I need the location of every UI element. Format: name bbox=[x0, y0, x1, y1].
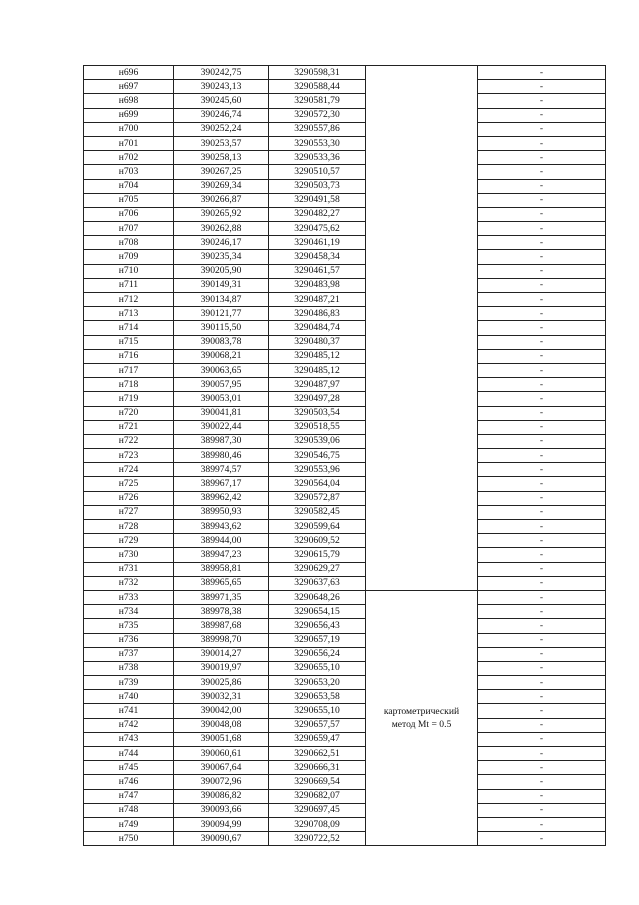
note-cell: - bbox=[478, 676, 606, 690]
y-coordinate-cell: 3290557,86 bbox=[269, 122, 366, 136]
point-id-cell: н724 bbox=[84, 463, 174, 477]
x-coordinate-cell: 390051,68 bbox=[174, 732, 269, 746]
note-cell: - bbox=[478, 349, 606, 363]
y-coordinate-cell: 3290483,98 bbox=[269, 278, 366, 292]
point-id-cell: н709 bbox=[84, 250, 174, 264]
y-coordinate-cell: 3290662,51 bbox=[269, 747, 366, 761]
x-coordinate-cell: 389962,42 bbox=[174, 491, 269, 505]
point-id-cell: н713 bbox=[84, 307, 174, 321]
y-coordinate-cell: 3290539,06 bbox=[269, 434, 366, 448]
table-row bbox=[84, 449, 606, 463]
table-row bbox=[84, 590, 606, 604]
point-id-cell: н728 bbox=[84, 520, 174, 534]
note-cell: - bbox=[478, 576, 606, 590]
table-row bbox=[84, 207, 606, 221]
table-row bbox=[84, 293, 606, 307]
note-cell: - bbox=[478, 817, 606, 831]
y-coordinate-cell: 3290655,10 bbox=[269, 661, 366, 675]
y-coordinate-cell: 3290485,12 bbox=[269, 363, 366, 377]
point-id-cell: н740 bbox=[84, 690, 174, 704]
note-cell: - bbox=[478, 562, 606, 576]
y-coordinate-cell: 3290648,26 bbox=[269, 590, 366, 604]
y-coordinate-cell: 3290480,37 bbox=[269, 335, 366, 349]
table-row bbox=[84, 179, 606, 193]
note-cell: - bbox=[478, 193, 606, 207]
table-row bbox=[84, 434, 606, 448]
point-id-cell: н716 bbox=[84, 349, 174, 363]
table-row bbox=[84, 817, 606, 831]
note-cell: - bbox=[478, 80, 606, 94]
x-coordinate-cell: 390253,57 bbox=[174, 136, 269, 150]
y-coordinate-cell: 3290659,47 bbox=[269, 732, 366, 746]
note-cell: - bbox=[478, 605, 606, 619]
table-row bbox=[84, 803, 606, 817]
point-id-cell: н712 bbox=[84, 293, 174, 307]
note-cell: - bbox=[478, 307, 606, 321]
point-id-cell: н714 bbox=[84, 321, 174, 335]
table-row bbox=[84, 676, 606, 690]
x-coordinate-cell: 390086,82 bbox=[174, 789, 269, 803]
x-coordinate-cell: 389958,81 bbox=[174, 562, 269, 576]
y-coordinate-cell: 3290572,30 bbox=[269, 108, 366, 122]
x-coordinate-cell: 389967,17 bbox=[174, 477, 269, 491]
table-row bbox=[84, 378, 606, 392]
x-coordinate-cell: 390235,34 bbox=[174, 250, 269, 264]
y-coordinate-cell: 3290572,87 bbox=[269, 491, 366, 505]
point-id-cell: н726 bbox=[84, 491, 174, 505]
table-row bbox=[84, 548, 606, 562]
y-coordinate-cell: 3290656,24 bbox=[269, 647, 366, 661]
y-coordinate-cell: 3290657,57 bbox=[269, 718, 366, 732]
table-row bbox=[84, 307, 606, 321]
x-coordinate-cell: 390134,87 bbox=[174, 293, 269, 307]
note-cell: - bbox=[478, 250, 606, 264]
point-id-cell: н742 bbox=[84, 718, 174, 732]
point-id-cell: н702 bbox=[84, 151, 174, 165]
table-row bbox=[84, 747, 606, 761]
x-coordinate-cell: 390149,31 bbox=[174, 278, 269, 292]
x-coordinate-cell: 390246,74 bbox=[174, 108, 269, 122]
y-coordinate-cell: 3290553,30 bbox=[269, 136, 366, 150]
y-coordinate-cell: 3290615,79 bbox=[269, 548, 366, 562]
note-cell: - bbox=[478, 420, 606, 434]
note-cell: - bbox=[478, 293, 606, 307]
x-coordinate-cell: 390022,44 bbox=[174, 420, 269, 434]
y-coordinate-cell: 3290588,44 bbox=[269, 80, 366, 94]
table-row bbox=[84, 363, 606, 377]
x-coordinate-cell: 390067,64 bbox=[174, 761, 269, 775]
table-row bbox=[84, 619, 606, 633]
x-coordinate-cell: 390267,25 bbox=[174, 165, 269, 179]
point-id-cell: н748 bbox=[84, 803, 174, 817]
table-row bbox=[84, 321, 606, 335]
table-row bbox=[84, 534, 606, 548]
point-id-cell: н730 bbox=[84, 548, 174, 562]
table-row bbox=[84, 108, 606, 122]
x-coordinate-cell: 389974,57 bbox=[174, 463, 269, 477]
x-coordinate-cell: 390093,66 bbox=[174, 803, 269, 817]
y-coordinate-cell: 3290533,36 bbox=[269, 151, 366, 165]
y-coordinate-cell: 3290598,31 bbox=[269, 66, 366, 80]
y-coordinate-cell: 3290656,43 bbox=[269, 619, 366, 633]
table-row bbox=[84, 633, 606, 647]
note-cell: - bbox=[478, 647, 606, 661]
table-row bbox=[84, 165, 606, 179]
note-cell: - bbox=[478, 321, 606, 335]
point-id-cell: н727 bbox=[84, 505, 174, 519]
table-row bbox=[84, 463, 606, 477]
y-coordinate-cell: 3290491,58 bbox=[269, 193, 366, 207]
point-id-cell: н749 bbox=[84, 817, 174, 831]
table-row bbox=[84, 562, 606, 576]
x-coordinate-cell: 390014,27 bbox=[174, 647, 269, 661]
note-cell: - bbox=[478, 378, 606, 392]
x-coordinate-cell: 390258,13 bbox=[174, 151, 269, 165]
y-coordinate-cell: 3290637,63 bbox=[269, 576, 366, 590]
table-row bbox=[84, 520, 606, 534]
x-coordinate-cell: 390115,50 bbox=[174, 321, 269, 335]
y-coordinate-cell: 3290581,79 bbox=[269, 94, 366, 108]
note-cell: - bbox=[478, 108, 606, 122]
point-id-cell: н733 bbox=[84, 590, 174, 604]
x-coordinate-cell: 389980,46 bbox=[174, 449, 269, 463]
method-cell bbox=[366, 66, 478, 591]
table-row bbox=[84, 832, 606, 846]
note-cell: - bbox=[478, 463, 606, 477]
y-coordinate-cell: 3290708,09 bbox=[269, 817, 366, 831]
note-cell: - bbox=[478, 520, 606, 534]
y-coordinate-cell: 3290657,19 bbox=[269, 633, 366, 647]
note-cell: - bbox=[478, 690, 606, 704]
y-coordinate-cell: 3290486,83 bbox=[269, 307, 366, 321]
y-coordinate-cell: 3290484,74 bbox=[269, 321, 366, 335]
x-coordinate-cell: 390083,78 bbox=[174, 335, 269, 349]
table-row bbox=[84, 94, 606, 108]
point-id-cell: н707 bbox=[84, 222, 174, 236]
note-cell: - bbox=[478, 406, 606, 420]
table-row bbox=[84, 704, 606, 718]
method-text-line2: метод Mt = 0.5 bbox=[391, 719, 452, 731]
note-cell: - bbox=[478, 633, 606, 647]
x-coordinate-cell: 389944,00 bbox=[174, 534, 269, 548]
point-id-cell: н734 bbox=[84, 605, 174, 619]
table-row bbox=[84, 420, 606, 434]
point-id-cell: н703 bbox=[84, 165, 174, 179]
x-coordinate-cell: 390072,96 bbox=[174, 775, 269, 789]
point-id-cell: н720 bbox=[84, 406, 174, 420]
table-row bbox=[84, 349, 606, 363]
x-coordinate-cell: 390025,86 bbox=[174, 676, 269, 690]
table-row bbox=[84, 193, 606, 207]
point-id-cell: н701 bbox=[84, 136, 174, 150]
table-row bbox=[84, 775, 606, 789]
point-id-cell: н699 bbox=[84, 108, 174, 122]
note-cell: - bbox=[478, 491, 606, 505]
y-coordinate-cell: 3290475,62 bbox=[269, 222, 366, 236]
y-coordinate-cell: 3290458,34 bbox=[269, 250, 366, 264]
note-cell: - bbox=[478, 619, 606, 633]
table-row bbox=[84, 406, 606, 420]
y-coordinate-cell: 3290461,57 bbox=[269, 264, 366, 278]
note-cell: - bbox=[478, 392, 606, 406]
table-row bbox=[84, 505, 606, 519]
point-id-cell: н737 bbox=[84, 647, 174, 661]
x-coordinate-cell: 390265,92 bbox=[174, 207, 269, 221]
x-coordinate-cell: 389965,65 bbox=[174, 576, 269, 590]
x-coordinate-cell: 390063,65 bbox=[174, 363, 269, 377]
table-row bbox=[84, 661, 606, 675]
table-row bbox=[84, 576, 606, 590]
point-id-cell: н722 bbox=[84, 434, 174, 448]
point-id-cell: н708 bbox=[84, 236, 174, 250]
x-coordinate-cell: 389987,68 bbox=[174, 619, 269, 633]
point-id-cell: н750 bbox=[84, 832, 174, 846]
y-coordinate-cell: 3290546,75 bbox=[269, 449, 366, 463]
y-coordinate-cell: 3290482,27 bbox=[269, 207, 366, 221]
x-coordinate-cell: 390053,01 bbox=[174, 392, 269, 406]
note-cell: - bbox=[478, 704, 606, 718]
coordinates-table bbox=[83, 65, 606, 846]
note-cell: - bbox=[478, 761, 606, 775]
x-coordinate-cell: 390090,67 bbox=[174, 832, 269, 846]
y-coordinate-cell: 3290599,64 bbox=[269, 520, 366, 534]
x-coordinate-cell: 390032,31 bbox=[174, 690, 269, 704]
x-coordinate-cell: 390060,61 bbox=[174, 747, 269, 761]
point-id-cell: н721 bbox=[84, 420, 174, 434]
note-cell: - bbox=[478, 236, 606, 250]
coordinates-table-body bbox=[84, 66, 606, 846]
table-row bbox=[84, 647, 606, 661]
point-id-cell: н732 bbox=[84, 576, 174, 590]
table-row bbox=[84, 80, 606, 94]
point-id-cell: н746 bbox=[84, 775, 174, 789]
y-coordinate-cell: 3290697,45 bbox=[269, 803, 366, 817]
x-coordinate-cell: 389943,62 bbox=[174, 520, 269, 534]
y-coordinate-cell: 3290653,20 bbox=[269, 676, 366, 690]
y-coordinate-cell: 3290654,15 bbox=[269, 605, 366, 619]
point-id-cell: н741 bbox=[84, 704, 174, 718]
x-coordinate-cell: 390262,88 bbox=[174, 222, 269, 236]
table-row bbox=[84, 264, 606, 278]
note-cell: - bbox=[478, 222, 606, 236]
point-id-cell: н744 bbox=[84, 747, 174, 761]
note-cell: - bbox=[478, 449, 606, 463]
table-row bbox=[84, 605, 606, 619]
note-cell: - bbox=[478, 718, 606, 732]
table-row bbox=[84, 151, 606, 165]
point-id-cell: н738 bbox=[84, 661, 174, 675]
table-row bbox=[84, 789, 606, 803]
note-cell: - bbox=[478, 434, 606, 448]
note-cell: - bbox=[478, 165, 606, 179]
y-coordinate-cell: 3290487,21 bbox=[269, 293, 366, 307]
point-id-cell: н747 bbox=[84, 789, 174, 803]
note-cell: - bbox=[478, 477, 606, 491]
x-coordinate-cell: 390094,99 bbox=[174, 817, 269, 831]
note-cell: - bbox=[478, 789, 606, 803]
x-coordinate-cell: 389998,70 bbox=[174, 633, 269, 647]
note-cell: - bbox=[478, 803, 606, 817]
x-coordinate-cell: 389978,38 bbox=[174, 605, 269, 619]
note-cell: - bbox=[478, 66, 606, 80]
note-cell: - bbox=[478, 747, 606, 761]
note-cell: - bbox=[478, 179, 606, 193]
x-coordinate-cell: 389947,23 bbox=[174, 548, 269, 562]
y-coordinate-cell: 3290666,31 bbox=[269, 761, 366, 775]
x-coordinate-cell: 390042,00 bbox=[174, 704, 269, 718]
point-id-cell: н719 bbox=[84, 392, 174, 406]
x-coordinate-cell: 390205,90 bbox=[174, 264, 269, 278]
x-coordinate-cell: 390269,34 bbox=[174, 179, 269, 193]
x-coordinate-cell: 390068,21 bbox=[174, 349, 269, 363]
point-id-cell: н697 bbox=[84, 80, 174, 94]
point-id-cell: н729 bbox=[84, 534, 174, 548]
note-cell: - bbox=[478, 122, 606, 136]
point-id-cell: н745 bbox=[84, 761, 174, 775]
point-id-cell: н700 bbox=[84, 122, 174, 136]
note-cell: - bbox=[478, 732, 606, 746]
note-cell: - bbox=[478, 94, 606, 108]
y-coordinate-cell: 3290609,52 bbox=[269, 534, 366, 548]
note-cell: - bbox=[478, 363, 606, 377]
point-id-cell: н698 bbox=[84, 94, 174, 108]
point-id-cell: н710 bbox=[84, 264, 174, 278]
note-cell: - bbox=[478, 505, 606, 519]
y-coordinate-cell: 3290722,52 bbox=[269, 832, 366, 846]
y-coordinate-cell: 3290518,55 bbox=[269, 420, 366, 434]
point-id-cell: н711 bbox=[84, 278, 174, 292]
point-id-cell: н704 bbox=[84, 179, 174, 193]
table-row bbox=[84, 718, 606, 732]
table-row bbox=[84, 477, 606, 491]
method-cell bbox=[366, 590, 478, 845]
table-row bbox=[84, 335, 606, 349]
y-coordinate-cell: 3290503,54 bbox=[269, 406, 366, 420]
note-cell: - bbox=[478, 548, 606, 562]
point-id-cell: н717 bbox=[84, 363, 174, 377]
y-coordinate-cell: 3290653,58 bbox=[269, 690, 366, 704]
y-coordinate-cell: 3290487,97 bbox=[269, 378, 366, 392]
note-cell: - bbox=[478, 775, 606, 789]
note-cell: - bbox=[478, 661, 606, 675]
table-row bbox=[84, 392, 606, 406]
y-coordinate-cell: 3290497,28 bbox=[269, 392, 366, 406]
table-row bbox=[84, 732, 606, 746]
point-id-cell: н723 bbox=[84, 449, 174, 463]
note-cell: - bbox=[478, 278, 606, 292]
note-cell: - bbox=[478, 207, 606, 221]
point-id-cell: н736 bbox=[84, 633, 174, 647]
table-row bbox=[84, 66, 606, 80]
point-id-cell: н735 bbox=[84, 619, 174, 633]
y-coordinate-cell: 3290503,73 bbox=[269, 179, 366, 193]
y-coordinate-cell: 3290629,27 bbox=[269, 562, 366, 576]
note-cell: - bbox=[478, 136, 606, 150]
y-coordinate-cell: 3290485,12 bbox=[269, 349, 366, 363]
y-coordinate-cell: 3290582,45 bbox=[269, 505, 366, 519]
method-text-line1: картометрический bbox=[383, 706, 460, 718]
x-coordinate-cell: 389987,30 bbox=[174, 434, 269, 448]
y-coordinate-cell: 3290510,57 bbox=[269, 165, 366, 179]
x-coordinate-cell: 390057,95 bbox=[174, 378, 269, 392]
point-id-cell: н705 bbox=[84, 193, 174, 207]
table-row bbox=[84, 278, 606, 292]
table-row bbox=[84, 250, 606, 264]
x-coordinate-cell: 390041,81 bbox=[174, 406, 269, 420]
x-coordinate-cell: 390246,17 bbox=[174, 236, 269, 250]
point-id-cell: н706 bbox=[84, 207, 174, 221]
point-id-cell: н715 bbox=[84, 335, 174, 349]
y-coordinate-cell: 3290461,19 bbox=[269, 236, 366, 250]
table-row bbox=[84, 136, 606, 150]
y-coordinate-cell: 3290553,96 bbox=[269, 463, 366, 477]
y-coordinate-cell: 3290669,54 bbox=[269, 775, 366, 789]
note-cell: - bbox=[478, 335, 606, 349]
x-coordinate-cell: 390243,13 bbox=[174, 80, 269, 94]
x-coordinate-cell: 389971,35 bbox=[174, 590, 269, 604]
x-coordinate-cell: 390252,24 bbox=[174, 122, 269, 136]
note-cell: - bbox=[478, 534, 606, 548]
table-row bbox=[84, 222, 606, 236]
point-id-cell: н725 bbox=[84, 477, 174, 491]
x-coordinate-cell: 390048,08 bbox=[174, 718, 269, 732]
x-coordinate-cell: 390242,75 bbox=[174, 66, 269, 80]
y-coordinate-cell: 3290564,04 bbox=[269, 477, 366, 491]
table-row bbox=[84, 761, 606, 775]
x-coordinate-cell: 390121,77 bbox=[174, 307, 269, 321]
x-coordinate-cell: 390266,87 bbox=[174, 193, 269, 207]
note-cell: - bbox=[478, 832, 606, 846]
x-coordinate-cell: 390245,60 bbox=[174, 94, 269, 108]
table-row bbox=[84, 236, 606, 250]
point-id-cell: н731 bbox=[84, 562, 174, 576]
point-id-cell: н739 bbox=[84, 676, 174, 690]
x-coordinate-cell: 390019,97 bbox=[174, 661, 269, 675]
x-coordinate-cell: 389950,93 bbox=[174, 505, 269, 519]
y-coordinate-cell: 3290682,07 bbox=[269, 789, 366, 803]
point-id-cell: н743 bbox=[84, 732, 174, 746]
table-row bbox=[84, 690, 606, 704]
y-coordinate-cell: 3290655,10 bbox=[269, 704, 366, 718]
note-cell: - bbox=[478, 151, 606, 165]
note-cell: - bbox=[478, 264, 606, 278]
point-id-cell: н718 bbox=[84, 378, 174, 392]
table-row bbox=[84, 491, 606, 505]
note-cell: - bbox=[478, 590, 606, 604]
point-id-cell: н696 bbox=[84, 66, 174, 80]
table-row bbox=[84, 122, 606, 136]
